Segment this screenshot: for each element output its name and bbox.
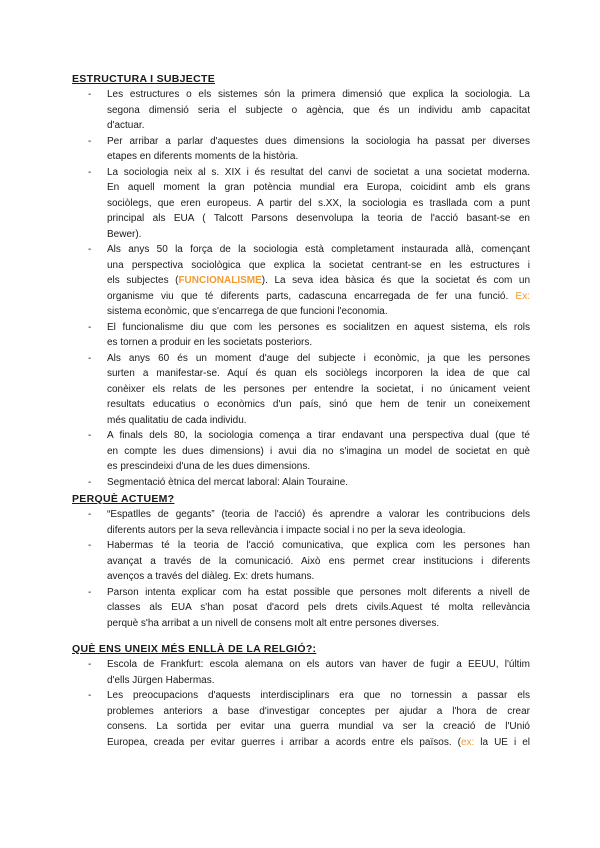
text-line: diferents autors per la seva rellevància i impacte social i no per la seva ideologia.	[107, 524, 466, 536]
bullet-list	[72, 507, 530, 631]
section-heading: ESTRUCTURA I SUBJECTE	[72, 73, 216, 85]
text-line: una perspectiva sociològica que explica la societat centrant-se en les estructures i	[107, 259, 530, 271]
text-line: perquè s'ha arribat a un nivell de consens molt alt entre persones diverses.	[107, 617, 440, 629]
text-line: en compte les dues dimensions) i avui dia no s'imagina un model de societat en què	[107, 445, 530, 457]
example-marker: Ex:	[515, 290, 530, 302]
text-line: Parson intenta explicar com ha estat possible que persones molt diferents a nivell de	[107, 586, 530, 598]
list-item	[72, 428, 530, 475]
list-item	[72, 134, 530, 165]
text-line: sociòlegs, que eren europeus. A partir del s.XX, la sociologia es trasllada com a punt	[107, 197, 530, 209]
text-line: Per arribar a parlar d'aquestes dues dimensions la sociologia ha passat per diverses	[107, 135, 530, 147]
list-item	[72, 585, 530, 632]
section-perque-actuem	[72, 492, 530, 631]
section-heading: QUÈ ENS UNEIX MÉS ENLLÀ DE LA RELGIÓ?:	[72, 643, 317, 655]
list-item	[72, 351, 530, 429]
list-item	[72, 87, 530, 134]
text-line	[107, 735, 530, 751]
text-line: d'actuar.	[107, 120, 145, 131]
text-line: principal als EUA ( Talcott Parsons desenvolupa la teoria de l'acció basant-se en	[107, 213, 530, 224]
text-line: Als anys 60 és un moment d'auge del subjecte i econòmic, ja que les persones	[107, 352, 530, 364]
dash-bullet-icon: -	[88, 244, 92, 255]
dash-bullet-icon: -	[88, 166, 92, 178]
text-segment: els subjectes (	[107, 275, 179, 286]
dash-bullet-icon: -	[88, 135, 92, 147]
example-marker: ex:	[460, 736, 475, 748]
text-line: “Espatlles de gegants” (teoria de l'acció) és aprendre a valorar les contribucions dels	[107, 509, 530, 520]
dash-bullet-icon: -	[88, 509, 92, 520]
section-heading: PERQUÈ ACTUEM?	[72, 493, 175, 505]
text-line: Segmentació ètnica del mercat laboral: Alain Touraine.	[107, 476, 349, 488]
dash-bullet-icon: -	[88, 321, 92, 333]
text-line: segona dimensió seria el subjecte o agència, que és un individu amb capacitat	[107, 104, 530, 116]
text-line: avenços a través del diàleg. Ex: drets humans.	[107, 571, 315, 582]
list-item	[72, 657, 530, 688]
text-line: etapes en diferents moments de la història.	[107, 151, 299, 162]
text-segment: Europea, creada per evitar guerres i arribar a acords entre els països. (	[107, 736, 461, 748]
text-line: Les preocupacions d'aquests interdisciplinars era que no tornessin a passar els	[107, 690, 530, 701]
text-line: problemes anteriors a base d'investigar conceptes per ajudar a l'hora de crear	[107, 705, 530, 717]
dash-bullet-icon: -	[88, 89, 92, 100]
dash-bullet-icon: -	[88, 430, 92, 441]
text-line: La sociologia neix al s. XIX i és resultat del canvi de societat a una societat moderna.	[107, 166, 530, 178]
text-line: Bewer).	[107, 228, 142, 240]
text-segment: la UE i el	[474, 736, 530, 748]
text-line: consens. La sortida per evitar una guerra mundial va ser la creació de l'Unió	[107, 721, 530, 732]
list-item	[72, 475, 530, 491]
text-line: En aquell moment la gran potència mundial era Europa, coicidint amb els grans	[107, 182, 530, 193]
text-line: sistema econòmic, que s'encarrega de que funcioni l'economia.	[107, 306, 388, 317]
dash-bullet-icon: -	[88, 540, 92, 551]
list-item	[72, 242, 530, 320]
bullet-list	[72, 87, 530, 490]
dash-bullet-icon: -	[88, 476, 92, 488]
text-line: resultats educatius o econòmics d'un país, sinó que hem de tenir un coneixement	[107, 399, 530, 410]
dash-bullet-icon: -	[88, 690, 92, 701]
text-line: surten a manifestar-se. Aquí és quan els sociòlegs incorporen la idea de que cal	[107, 368, 530, 379]
list-item	[72, 165, 530, 243]
bullet-list	[72, 657, 530, 750]
dash-bullet-icon: -	[88, 352, 92, 364]
list-item	[72, 688, 530, 750]
text-line: Escola de Frankfurt: escola alemana on els autors van haver de fugir a EEUU, l'últim	[107, 659, 530, 670]
text-line: A finals dels 80, la sociologia comença a tirar endavant una perspectiva dual (que té	[107, 430, 530, 441]
text-line	[107, 289, 530, 305]
section-estructura	[72, 72, 530, 490]
highlight-term: FUNCIONALISME	[178, 275, 262, 286]
text-line	[107, 273, 530, 289]
text-line: d'ells Jürgen Habermas.	[107, 674, 215, 686]
dash-bullet-icon: -	[88, 586, 92, 598]
text-line: Les estructures o els sistemes són la primera dimensió que explica la sociologia. La	[107, 89, 530, 100]
dash-bullet-icon: -	[88, 659, 92, 670]
text-line: Als anys 50 la força de la sociologia està completament instaurada allà, començant	[107, 244, 530, 255]
section-que-ens-uneix	[72, 642, 530, 750]
text-line: El funcionalisme diu que com les persones es socialitzen en aquest sistema, els rols	[107, 321, 530, 333]
list-item	[72, 507, 530, 538]
text-line: es prescindeixi d'una de les dues dimensions.	[107, 461, 311, 472]
text-segment: ). La seva idea bàsica és que la societat és com un	[261, 275, 531, 286]
list-item	[72, 538, 530, 585]
list-item	[72, 320, 530, 351]
text-line: conèixer els relats de les persones per entendre la societat, i no únicament veient	[107, 383, 530, 395]
text-line: classes als EUA s'han posat d'acord pels drets civils.Aquest té molta rellevància	[107, 602, 530, 613]
text-line: es tornen a produir en les societats posteriors.	[107, 337, 313, 348]
text-line: més qualitatiu de cada individu.	[107, 414, 247, 426]
text-line: avançat a través de la comunicació. Això ens permet crear institucions i diferents	[107, 555, 530, 567]
text-line: Habermas té la teoria de l'acció comunicativa, que explica com les persones han	[107, 540, 530, 551]
text-segment: organisme viu que té diferents parts, cadascuna encarregada de fer una funció.	[107, 290, 516, 302]
